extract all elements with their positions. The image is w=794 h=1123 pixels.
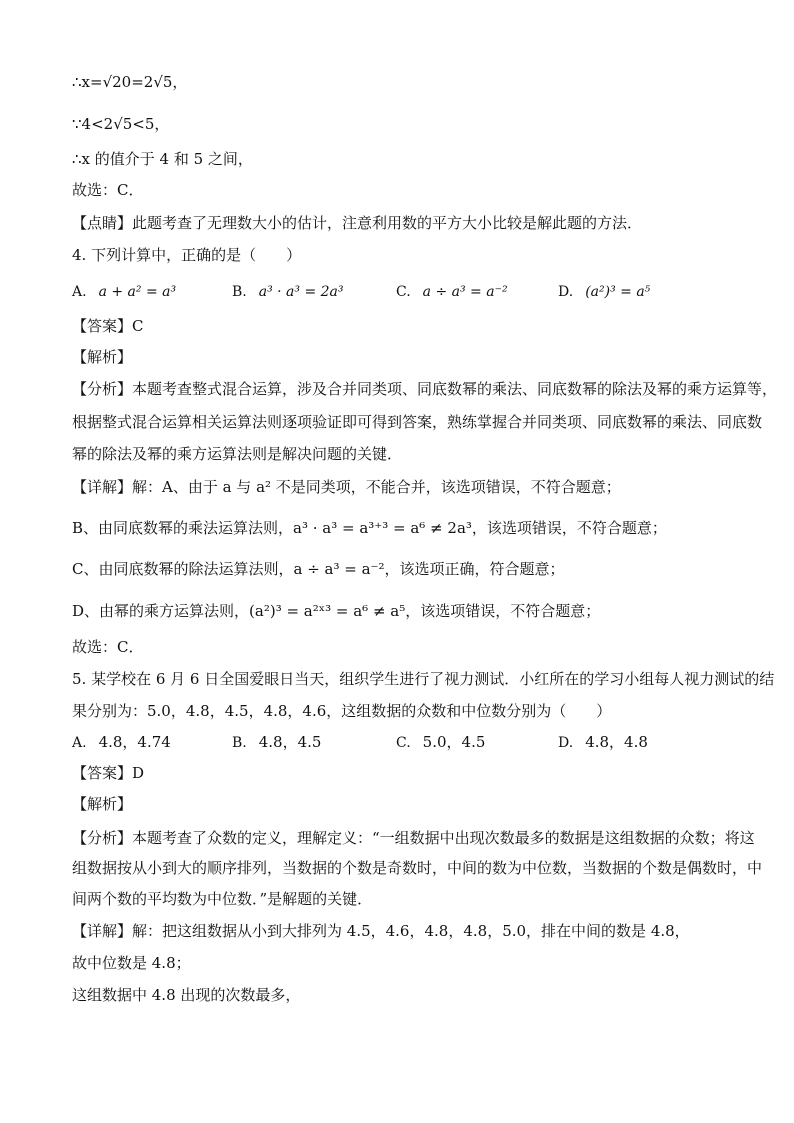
q5-option-a-label: A.: [72, 735, 87, 751]
option-b-label: B.: [232, 284, 247, 300]
option-a-label: A.: [72, 284, 87, 300]
question-5-jiexi: 【解析】: [72, 795, 133, 813]
question-4-analysis-3: 幂的除法及幂的乘方运算法则是解决问题的关键．: [72, 445, 403, 463]
option-c-expr: a ÷ a³ = a⁻²: [422, 284, 508, 300]
question-5-analysis-1: 【分析】本题考查了众数的定义，理解定义：“一组数据中出现次数最多的数据是这组数据的众数；将这: [72, 829, 755, 847]
option-b-expr: a³ · a³ = 2a³: [258, 284, 344, 300]
option-c-label: C.: [396, 284, 411, 300]
question-5-median: 故中位数是 4.8；: [72, 954, 191, 972]
question-5-detail: 【详解】解：把这组数据从小到大排列为 4.5，4.6，4.8，4.8，5.0，排在中间的数是 4.8，: [72, 922, 690, 940]
question-4-analysis-2: 根据整式混合运算相关运算法则逐项验证即可得到答案，熟练掌握合并同类项、同底数幂的乘法、同底数: [72, 413, 763, 431]
option-c: [396, 280, 508, 303]
question-4-analysis-1: 【分析】本题考查整式混合运算，涉及合并同类项、同底数幂的乘法、同底数幂的除法及幂的乘方运算等，: [72, 380, 778, 398]
question-4-detail-b: B、由同底数幂的乘法运算法则，a³ · a³ = a³⁺³ = a⁶ ≠ 2a³，该选项错误，不符合题意；: [72, 519, 667, 537]
question-5-answer: 【答案】D: [72, 764, 145, 782]
q5-option-d-label: D.: [558, 735, 574, 751]
option-d-label: D.: [558, 284, 574, 300]
q5-option-b: [232, 731, 321, 754]
question-4-detail-a: 【详解】解：A、由于 a 与 a² 不是同类项，不能合并，该选项错误，不符合题意；: [72, 478, 621, 496]
q5-option-d: [558, 731, 648, 754]
question-4-answer: 【答案】C: [72, 317, 144, 335]
question-5-analysis-2: 组数据按从小到大的顺序排列，当数据的个数是奇数时，中间的数为中位数，当数据的个数是偶数时，中: [72, 859, 763, 877]
question-4-jiexi: 【解析】: [72, 348, 133, 366]
line-dianjing: 【点睛】此题考查了无理数大小的估计，注意利用数的平方大小比较是解此题的方法．: [72, 214, 643, 232]
q5-option-c-value: 5.0，4.5: [422, 733, 486, 751]
line-select-c: 故选：C．: [72, 181, 144, 199]
line-sqrt20: ∴x=√20=2√5，: [72, 73, 188, 91]
option-d-expr: (a²)³ = a⁵: [585, 284, 651, 300]
question-5-stem-2: 果分别为：5.0，4.8，4.5，4.8，4.6，这组数据的众数和中位数分别为（ ）: [72, 702, 612, 720]
line-bound: ∵4<2√5<5，: [72, 115, 170, 133]
question-4-detail-d: D、由幂的乘方运算法则，(a²)³ = a²ˣ³ = a⁶ ≠ a⁵，该选项错误，不符合题意；: [72, 602, 601, 620]
q5-option-a-value: 4.8，4.74: [98, 733, 171, 751]
q5-option-c: [396, 731, 485, 754]
question-4-detail-c: C、由同底数幂的除法运算法则，a ÷ a³ = a⁻²，该选项正确，符合题意；: [72, 560, 565, 578]
question-5-stem-1: 5. 某学校在 6 月 6 日全国爱眼日当天，组织学生进行了视力测试．小红所在的学习小组每人视力测试的结: [72, 670, 775, 688]
q5-option-b-label: B.: [232, 735, 247, 751]
question-4-stem: 4. 下列计算中，正确的是（ ）: [72, 246, 302, 264]
q5-option-c-label: C.: [396, 735, 411, 751]
option-a: [72, 280, 176, 303]
q5-option-d-value: 4.8，4.8: [585, 733, 648, 751]
q5-option-a: [72, 731, 171, 754]
line-between: ∴x 的值介于 4 和 5 之间，: [72, 150, 253, 168]
q5-option-b-value: 4.8，4.5: [258, 733, 322, 751]
option-b: [232, 280, 344, 303]
option-d: [558, 280, 650, 303]
option-a-expr: a + a² = a³: [98, 284, 177, 300]
question-5-analysis-3: 间两个数的平均数为中位数．”是解题的关键．: [72, 890, 373, 908]
question-4-select: 故选：C．: [72, 638, 144, 656]
question-5-mode: 这组数据中 4.8 出现的次数最多，: [72, 986, 301, 1004]
